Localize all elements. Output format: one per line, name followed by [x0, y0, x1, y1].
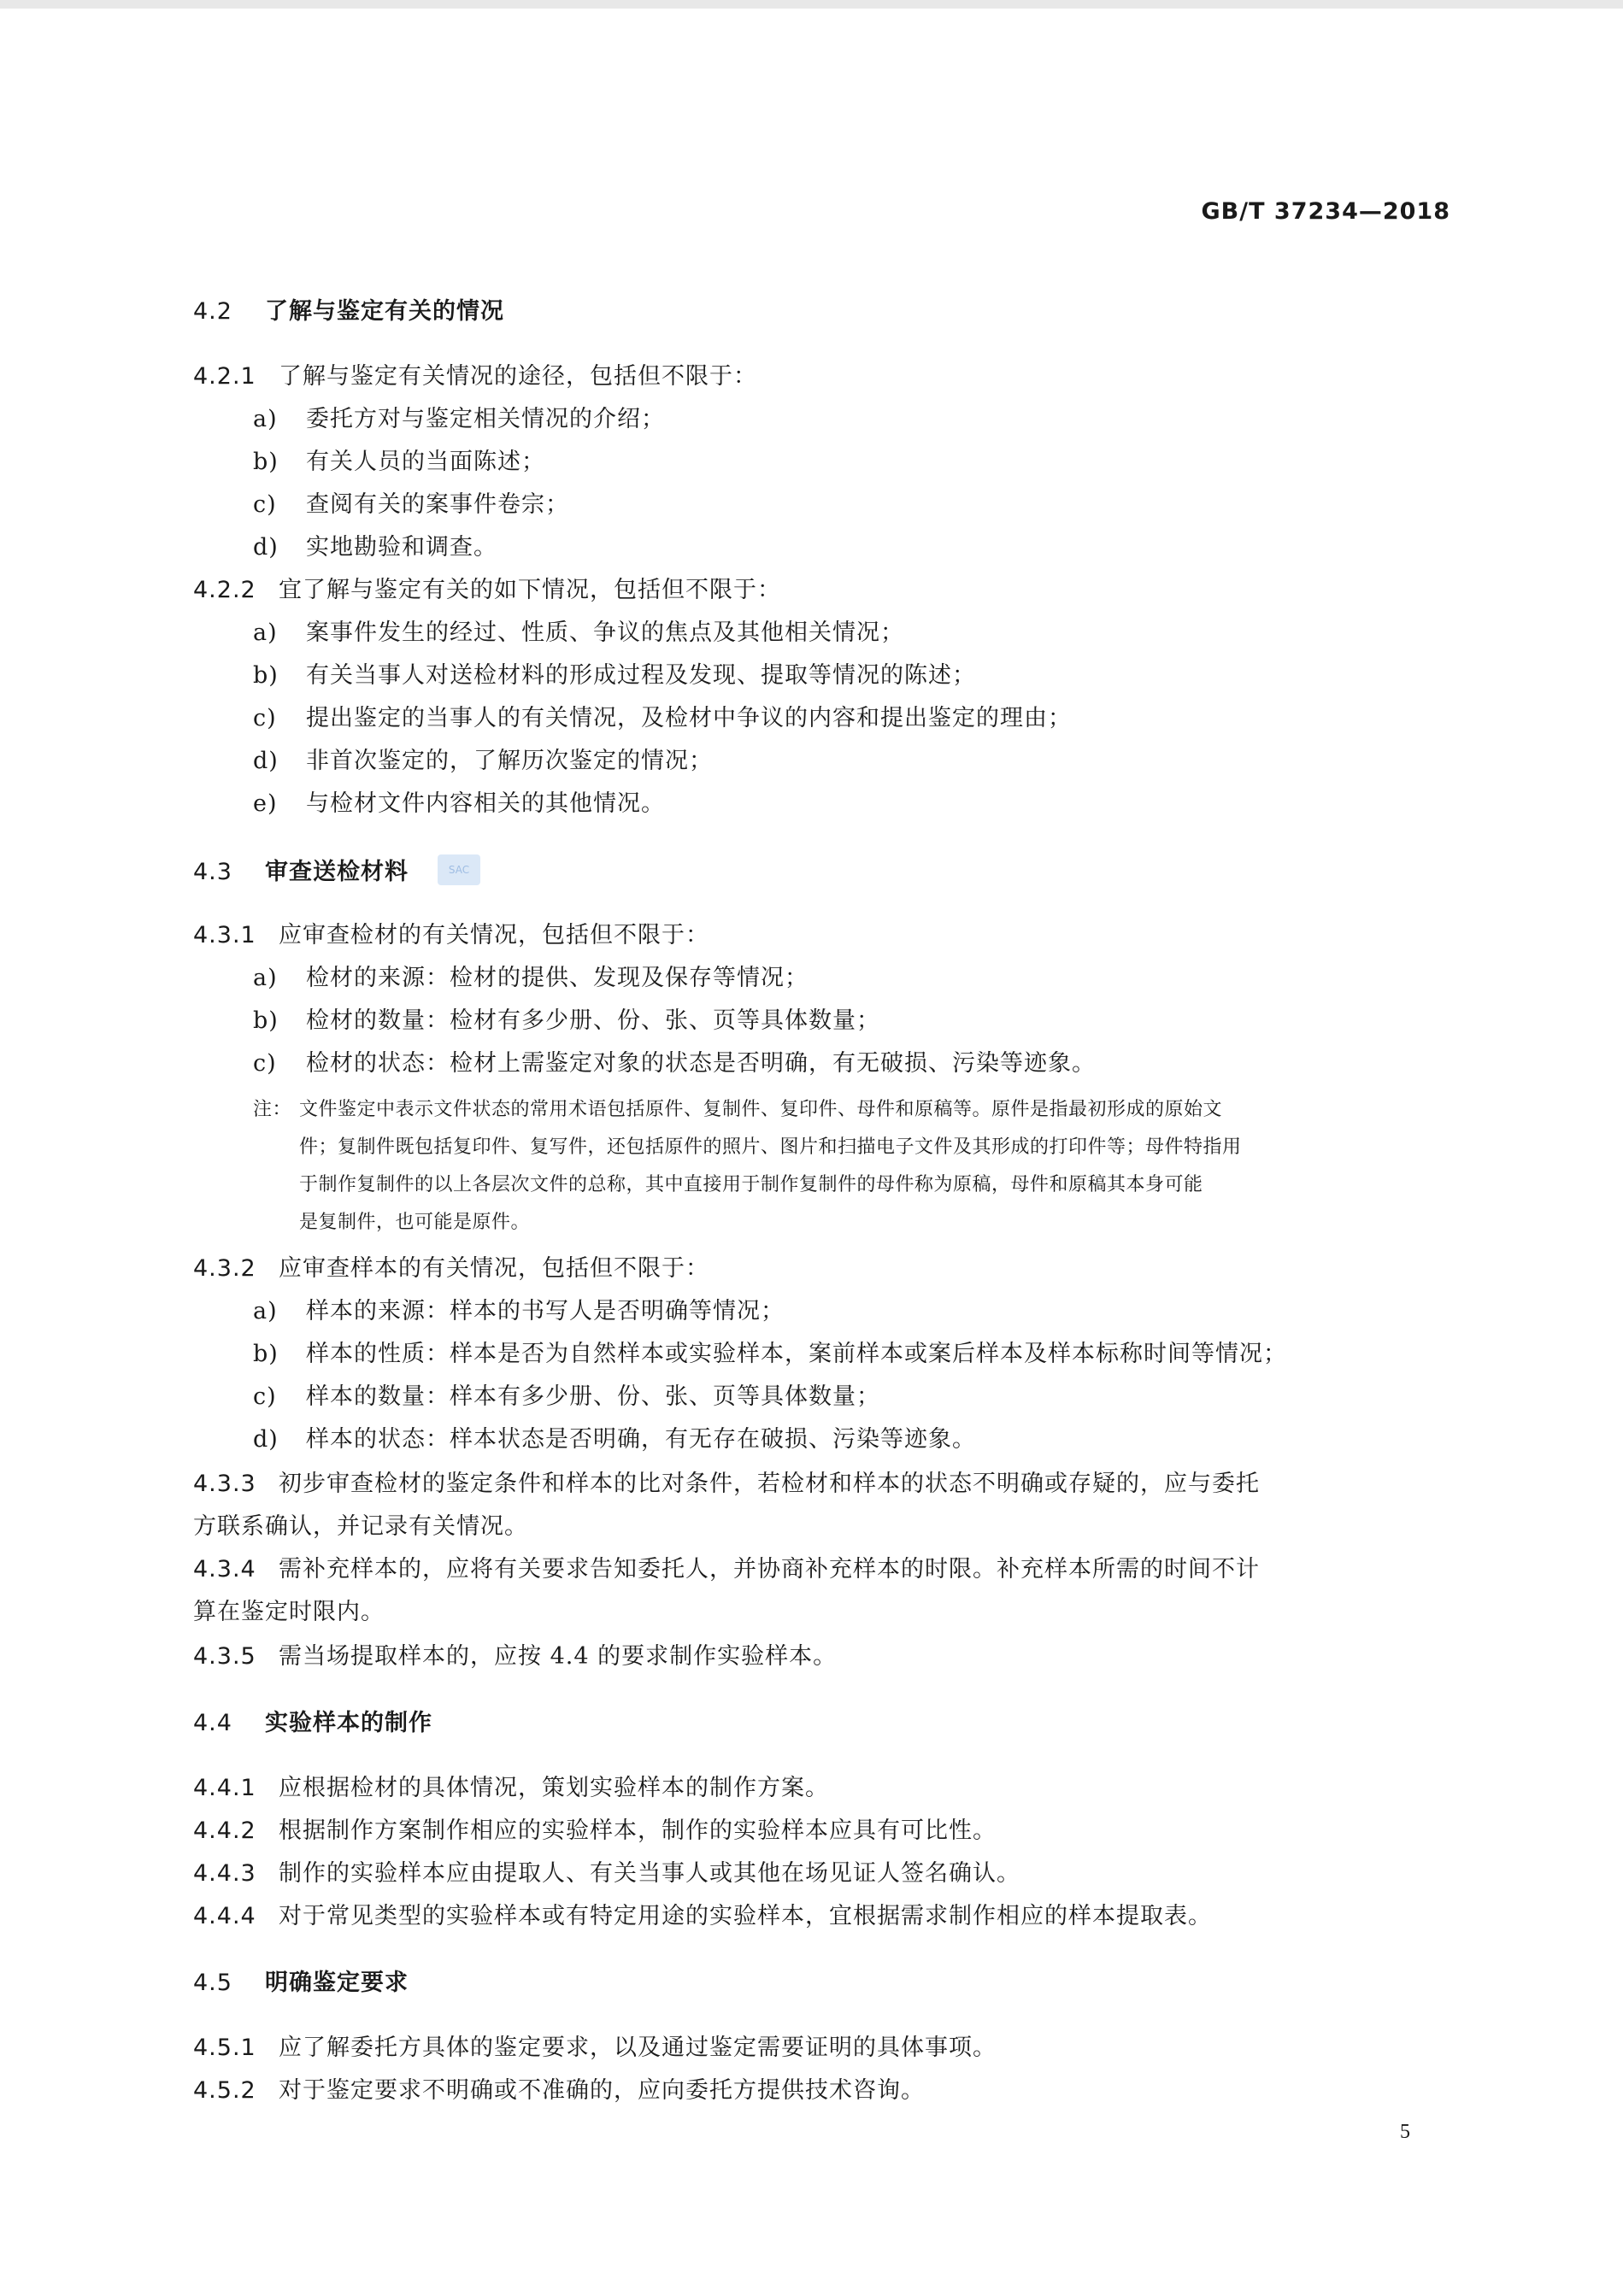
list-marker: b)	[253, 449, 279, 475]
clause-4-3-3	[193, 1470, 1260, 1499]
list-item	[253, 533, 497, 562]
section-title: 了解与鉴定有关的情况	[265, 298, 504, 325]
list-text: 检材的状态：检材上需鉴定对象的状态是否明确，有无破损、污染等迹象。	[306, 1050, 1096, 1077]
clause-text: 应根据检材的具体情况，策划实验样本的制作方案。	[279, 1775, 829, 1801]
list-text: 检材的数量：检材有多少册、份、张、页等具体数量；	[306, 1007, 880, 1034]
clause-text: 宜了解与鉴定有关的如下情况，包括但不限于：	[279, 577, 781, 603]
section-title: 审查送检材料	[265, 859, 409, 885]
clause-4-2-2	[193, 576, 781, 605]
list-marker: a)	[253, 620, 278, 646]
list-text: 提出鉴定的当事人的有关情况，及检材中争议的内容和提出鉴定的理由；	[306, 705, 1072, 731]
list-item	[253, 619, 904, 648]
clause-text: 对于常见类型的实验样本或有特定用途的实验样本，宜根据需求制作相应的样本提取表。	[279, 1903, 1212, 1929]
clause-4-3-1	[193, 921, 709, 950]
clause-number: 4.3.2	[193, 1255, 256, 1282]
clause-number: 4.2.2	[193, 577, 256, 603]
clause-number: 4.5.1	[193, 2035, 256, 2061]
list-item	[253, 1049, 1096, 1078]
list-text: 有关人员的当面陈述；	[306, 449, 545, 475]
clause-number: 4.4.2	[193, 1817, 256, 1844]
clause-4-4-1	[193, 1774, 829, 1803]
list-marker: d)	[253, 748, 279, 774]
list-text: 案事件发生的经过、性质、争议的焦点及其他相关情况；	[306, 620, 904, 646]
clause-4-4-4	[193, 1902, 1212, 1931]
section-number: 4.3	[193, 859, 232, 885]
clause-4-3-5	[193, 1642, 837, 1671]
clause-text: 需补充样本的，应将有关要求告知委托人，并协商补充样本的时限。补充样本所需的时间不计	[279, 1556, 1260, 1583]
list-marker: c)	[253, 705, 277, 731]
section-number: 4.2	[193, 298, 232, 325]
list-item	[253, 1340, 1287, 1369]
list-item	[253, 661, 976, 690]
clause-text: 了解与鉴定有关情况的途径，包括但不限于：	[279, 363, 757, 390]
list-marker: d)	[253, 1426, 279, 1453]
sac-watermark-logo: SAC	[438, 854, 480, 885]
section-heading-4-3	[193, 858, 409, 887]
list-marker: b)	[253, 1007, 279, 1034]
clause-text: 制作的实验样本应由提取人、有关当事人或其他在场见证人签名确认。	[279, 1860, 1020, 1887]
list-marker: e)	[253, 790, 278, 817]
list-item	[253, 490, 569, 520]
page-number: 5	[1400, 2121, 1410, 2143]
clause-text: 根据制作方案制作相应的实验样本，制作的实验样本应具有可比性。	[279, 1817, 997, 1844]
clause-4-3-2	[193, 1254, 709, 1283]
list-item	[253, 1383, 880, 1412]
section-heading-4-4	[193, 1709, 432, 1738]
list-marker: a)	[253, 406, 278, 432]
list-text: 与检材文件内容相关的其他情况。	[306, 790, 665, 817]
clause-4-4-3	[193, 1859, 1020, 1888]
list-text: 委托方对与鉴定相关情况的介绍；	[306, 406, 665, 432]
clause-number: 4.4.3	[193, 1860, 256, 1887]
note-line: 于制作复制件的以上各层次文件的总称，其中直接用于制作复制件的母件称为原稿，母件和原稿其本身可能	[299, 1174, 1203, 1195]
clause-4-5-1	[193, 2034, 997, 2063]
list-marker: d)	[253, 534, 279, 561]
list-text: 非首次鉴定的，了解历次鉴定的情况；	[306, 748, 713, 774]
list-item	[253, 405, 665, 434]
top-edge	[0, 0, 1623, 9]
list-marker: b)	[253, 1341, 279, 1367]
list-text: 查阅有关的案事件卷宗；	[306, 491, 569, 518]
list-text: 样本的来源：样本的书写人是否明确等情况；	[306, 1298, 785, 1324]
list-text: 样本的状态：样本状态是否明确，有无存在破损、污染等迹象。	[306, 1426, 976, 1453]
clause-text: 应审查检材的有关情况，包括但不限于：	[279, 922, 709, 948]
section-title: 实验样本的制作	[265, 1710, 432, 1736]
clause-4-3-4	[193, 1555, 1260, 1584]
list-text: 有关当事人对送检材料的形成过程及发现、提取等情况的陈述；	[306, 662, 976, 689]
list-text: 样本的数量：样本有多少册、份、张、页等具体数量；	[306, 1383, 880, 1410]
list-marker: b)	[253, 662, 279, 689]
list-marker: c)	[253, 491, 277, 518]
list-item	[253, 790, 665, 819]
clause-4-2-1	[193, 362, 757, 391]
list-marker: c)	[253, 1050, 277, 1077]
note-text: 文件鉴定中表示文件状态的常用术语包括原件、复制件、复印件、母件和原稿等。原件是指最初形成的原始文	[299, 1099, 1223, 1120]
list-item	[253, 704, 1072, 733]
list-text: 检材的来源：检材的提供、发现及保存等情况；	[306, 965, 809, 991]
note-label: 注：	[253, 1099, 292, 1120]
section-number: 4.4	[193, 1710, 232, 1736]
list-item	[253, 1425, 976, 1454]
section-number: 4.5	[193, 1970, 232, 1996]
clause-number: 4.3.5	[193, 1643, 256, 1670]
list-item	[253, 1007, 880, 1036]
clause-text: 初步审查检材的鉴定条件和样本的比对条件，若检材和样本的状态不明确或存疑的，应与委托	[279, 1471, 1260, 1497]
clause-number: 4.2.1	[193, 363, 256, 390]
clause-continuation: 算在鉴定时限内。	[193, 1599, 385, 1625]
clause-number: 4.3.3	[193, 1471, 256, 1497]
clause-number: 4.4.4	[193, 1903, 256, 1929]
note-line: 是复制件，也可能是原件。	[299, 1212, 531, 1233]
clause-text: 应了解委托方具体的鉴定要求，以及通过鉴定需要证明的具体事项。	[279, 2035, 997, 2061]
clause-continuation: 方联系确认，并记录有关情况。	[193, 1513, 528, 1540]
clause-4-4-2	[193, 1817, 997, 1846]
clause-number: 4.4.1	[193, 1775, 256, 1801]
list-text: 样本的性质：样本是否为自然样本或实验样本，案前样本或案后样本及样本标称时间等情况；	[306, 1341, 1287, 1367]
list-item	[253, 747, 713, 776]
standard-code: GB/T 37234—2018	[1201, 198, 1450, 225]
note-line	[253, 1095, 1222, 1125]
clause-number: 4.3.4	[193, 1556, 256, 1583]
section-heading-4-2	[193, 297, 504, 326]
clause-number: 4.5.2	[193, 2077, 256, 2104]
clause-text: 应审查样本的有关情况，包括但不限于：	[279, 1255, 709, 1282]
list-text: 实地勘验和调查。	[306, 534, 497, 561]
note-line: 件；复制件既包括复印件、复写件，还包括原件的照片、图片和扫描电子文件及其形成的打印件等；母件特指用	[299, 1136, 1242, 1158]
clause-number: 4.3.1	[193, 922, 256, 948]
clause-text: 需当场提取样本的，应按 4.4 的要求制作实验样本。	[279, 1643, 838, 1670]
list-marker: c)	[253, 1383, 277, 1410]
list-marker: a)	[253, 1298, 278, 1324]
clause-4-5-2	[193, 2076, 925, 2105]
list-item	[253, 1297, 785, 1326]
list-item	[253, 448, 545, 477]
section-heading-4-5	[193, 1969, 409, 1998]
section-title: 明确鉴定要求	[265, 1970, 409, 1996]
list-item	[253, 964, 809, 993]
clause-text: 对于鉴定要求不明确或不准确的，应向委托方提供技术咨询。	[279, 2077, 925, 2104]
list-marker: a)	[253, 965, 278, 991]
